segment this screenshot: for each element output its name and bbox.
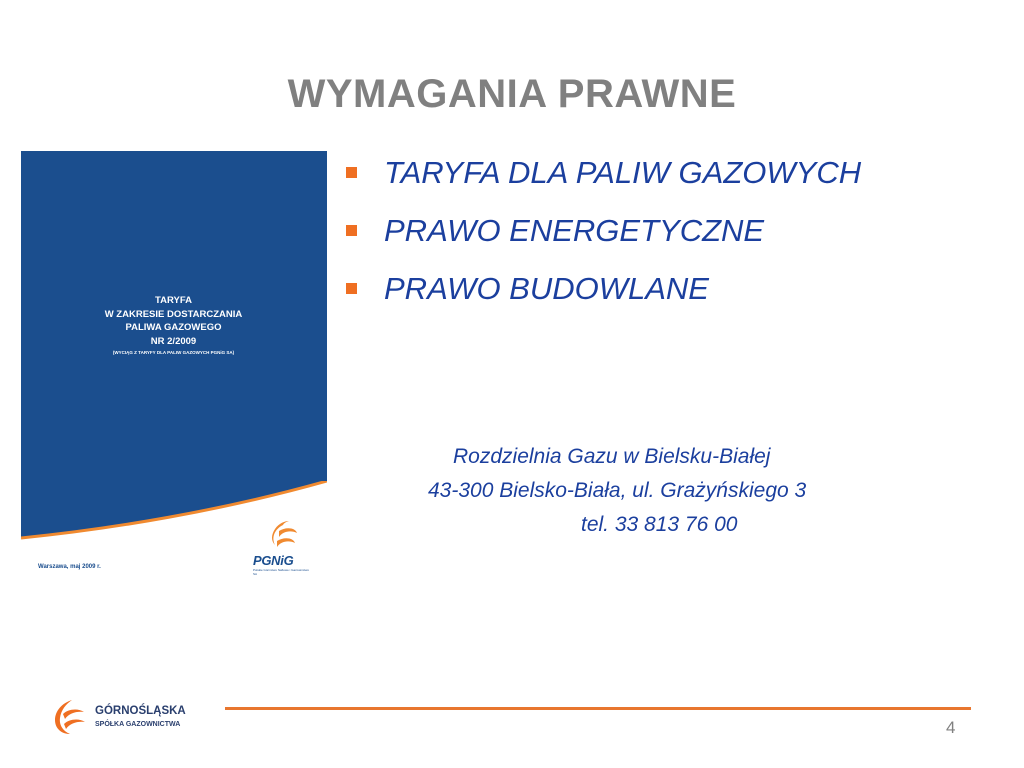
square-bullet-icon: [346, 167, 357, 178]
company-subtitle: SPÓŁKA GAZOWNICTWA: [95, 721, 181, 728]
address-line-1: Rozdzielnia Gazu w Bielsku-Białej: [453, 445, 771, 468]
bullet-item: [342, 208, 861, 266]
page-number: 4: [946, 718, 956, 737]
company-flame-logo-icon: [50, 698, 90, 736]
address-phone: tel. 33 813 76 00: [581, 513, 738, 536]
bullet-item: [342, 150, 861, 208]
cover-title-line: PALIWA GAZOWEGO: [125, 322, 222, 333]
company-name: GÓRNOŚLĄSKA: [95, 705, 186, 717]
address-line-2: 43-300 Bielsko-Biała, ul. Grażyńskiego 3: [428, 479, 807, 502]
tariff-cover-image: [21, 151, 327, 581]
bullet-text: PRAWO BUDOWLANE: [384, 271, 709, 306]
square-bullet-icon: [346, 225, 357, 236]
bullet-text: PRAWO ENERGETYCZNE: [384, 213, 765, 248]
cover-title-line: W ZAKRESIE DOSTARCZANIA: [104, 308, 243, 320]
pgnig-logo-subtext: Polskie Górnictwo Naftowe i Gazownictwo SA: [253, 568, 310, 576]
bullet-item: [342, 266, 861, 324]
pgnig-logo-text: PGNiG: [253, 553, 294, 568]
cover-title-line: NR 2/2009: [150, 335, 197, 347]
bullet-list: [342, 150, 861, 324]
slide-title: WYMAGANIA PRAWNE: [287, 72, 737, 116]
footer-divider: [225, 707, 971, 710]
cover-footer: Warszawa, maj 2009 r.: [38, 564, 101, 570]
cover-title-line: TARYFA: [155, 295, 192, 306]
cover-subtitle: (WYCIĄG Z TARYFY DLA PALIW GAZOWYCH PGNiG SA): [112, 350, 235, 355]
square-bullet-icon: [346, 283, 357, 294]
cover-title: [76, 294, 271, 357]
bullet-text: TARYFA DLA PALIW GAZOWYCH: [384, 155, 862, 190]
